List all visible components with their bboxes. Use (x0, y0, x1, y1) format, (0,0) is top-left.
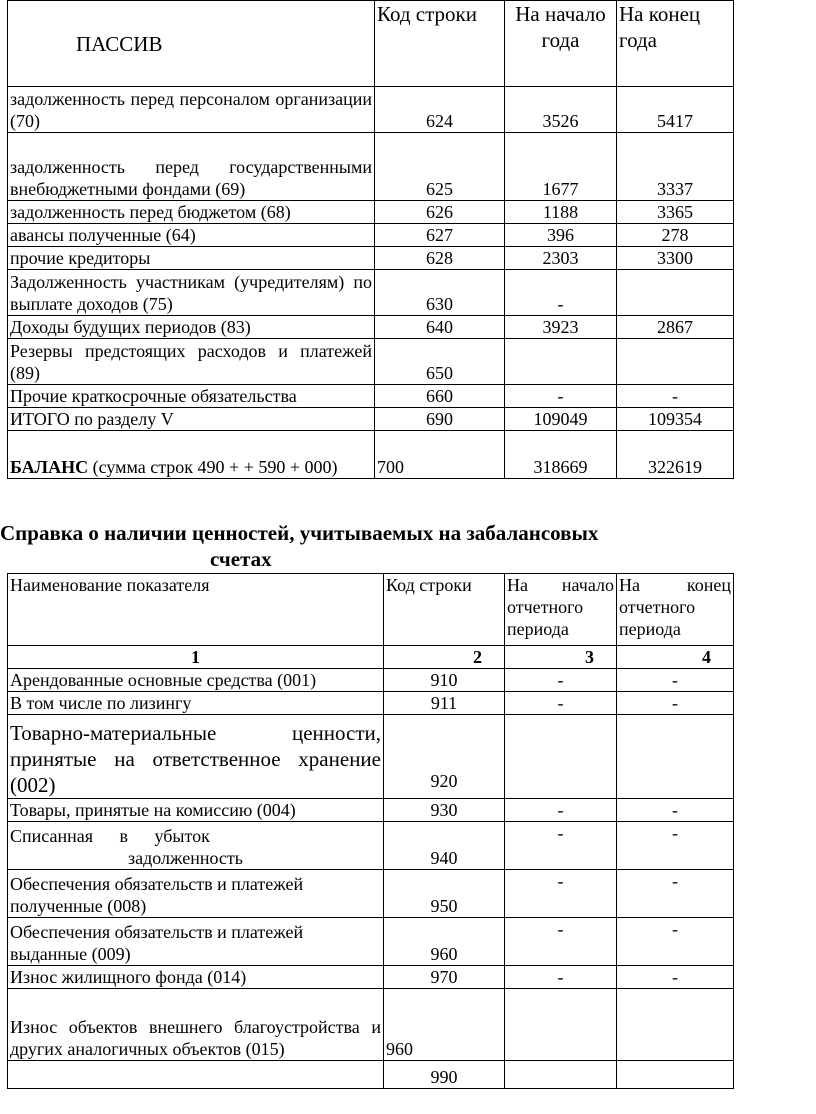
table-row (8, 316, 734, 339)
row-code: 628 (375, 247, 505, 270)
row-end (617, 1061, 734, 1089)
header-liabilities: ПАССИВ (8, 1, 375, 87)
table-row (8, 385, 734, 408)
row-name: задолженность перед персоналом организации (70) (8, 87, 375, 133)
table-row (8, 87, 734, 133)
row-code: 625 (375, 133, 505, 201)
row-start (505, 715, 617, 799)
header-indicator: Наименование показателя (8, 574, 384, 646)
row-code: 690 (375, 408, 505, 431)
table-row (8, 870, 734, 918)
table-row (8, 408, 734, 431)
header-end: На конец года (617, 1, 734, 87)
table-row (8, 247, 734, 270)
row-name: Товарно-материальные ценности, принятые на ответственное хранение (002) (8, 715, 384, 799)
col-number: 4 (617, 646, 734, 669)
row-code: 640 (375, 316, 505, 339)
row-start (505, 989, 617, 1061)
row-code: 950 (384, 870, 505, 918)
row-name: Арендованные основные средства (001) (8, 669, 384, 692)
row-name: Резервы предстоящих расходов и платежей (89) (8, 339, 375, 385)
row-end: 2867 (617, 316, 734, 339)
row-code: 970 (384, 966, 505, 989)
title-line-1: Справка о наличии ценностей, учитываемых на забалансовых (0, 521, 599, 545)
row-end: - (617, 692, 734, 715)
row-end: - (617, 385, 734, 408)
row-name: Износ объектов внешнего благоустройства и других аналогичных объектов (015) (8, 989, 384, 1061)
table-row (8, 270, 734, 316)
row-start: 1188 (505, 201, 617, 224)
row-start: - (505, 692, 617, 715)
table-row (8, 692, 734, 715)
row-start: 1677 (505, 133, 617, 201)
row-start (505, 339, 617, 385)
balance-rest: (сумма строк 490 + + 590 + 000) (88, 457, 338, 477)
header-code: Код строки (384, 574, 505, 646)
row-start: - (505, 799, 617, 822)
title-line-2: счетах (210, 547, 272, 571)
row-start: 3923 (505, 316, 617, 339)
row-code: 940 (384, 822, 505, 870)
row-start (505, 1061, 617, 1089)
table-row (8, 715, 734, 799)
row-code: 930 (384, 799, 505, 822)
balance-start: 318669 (505, 431, 617, 479)
header-start: На начало отчетного периода (505, 574, 617, 646)
row-start: 396 (505, 224, 617, 247)
balance-name (8, 431, 375, 479)
row-end (617, 715, 734, 799)
table-row (8, 799, 734, 822)
table-row (8, 339, 734, 385)
row-start: 109049 (505, 408, 617, 431)
row-name: Износ жилищного фонда (014) (8, 966, 384, 989)
row-end: - (617, 822, 734, 870)
row-start: - (505, 270, 617, 316)
row-name: Доходы будущих периодов (83) (8, 316, 375, 339)
header-start: На начало года (505, 1, 617, 87)
table-header-row (8, 574, 734, 646)
row-start: - (505, 669, 617, 692)
col-number: 2 (384, 646, 505, 669)
table-row (8, 966, 734, 989)
row-start: 2303 (505, 247, 617, 270)
row-end: 109354 (617, 408, 734, 431)
table-row (8, 201, 734, 224)
row-start: 3526 (505, 87, 617, 133)
row-end: - (617, 918, 734, 966)
balance-code: 700 (375, 431, 505, 479)
row-code: 650 (375, 339, 505, 385)
row-start: - (505, 822, 617, 870)
row-name: ИТОГО по разделу V (8, 408, 375, 431)
row-name: Задолженность участникам (учредителям) по выплате доходов (75) (8, 270, 375, 316)
row-name: Прочие краткосрочные обязательства (8, 385, 375, 408)
off-balance-table (7, 573, 734, 1089)
row-end (617, 339, 734, 385)
col-number: 3 (505, 646, 617, 669)
row-end: - (617, 870, 734, 918)
table-row (8, 669, 734, 692)
row-end (617, 270, 734, 316)
table-row (8, 224, 734, 247)
table-row (8, 133, 734, 201)
row-code: 627 (375, 224, 505, 247)
table-row (8, 822, 734, 870)
row-end: 5417 (617, 87, 734, 133)
balance-row (8, 431, 734, 479)
row-code: 960 (384, 918, 505, 966)
table-row (8, 989, 734, 1061)
row-name: Обеспечения обязательств и платежей полученные (008) (8, 870, 384, 918)
row-name: Обеспечения обязательств и платежей выданные (009) (8, 918, 384, 966)
row-code: 910 (384, 669, 505, 692)
table-row (8, 1061, 734, 1089)
row-end: 278 (617, 224, 734, 247)
row-code: 920 (384, 715, 505, 799)
row-end: - (617, 966, 734, 989)
row-end (617, 989, 734, 1061)
row-name-part: Списанная в убыток (10, 826, 210, 846)
liabilities-table (7, 0, 734, 479)
balance-bold: БАЛАНС (10, 457, 89, 477)
row-code: 990 (384, 1061, 505, 1089)
row-name: задолженность перед бюджетом (68) (8, 201, 375, 224)
row-end: 3337 (617, 133, 734, 201)
row-end: - (617, 799, 734, 822)
row-name: В том числе по лизингу (8, 692, 384, 715)
row-start: - (505, 385, 617, 408)
row-name (8, 822, 384, 870)
row-name: авансы полученные (64) (8, 224, 375, 247)
row-name-part: задолженность (128, 848, 243, 868)
row-code: 660 (375, 385, 505, 408)
header-code: Код строки (375, 1, 505, 87)
row-start: - (505, 918, 617, 966)
row-code: 626 (375, 201, 505, 224)
row-name: прочие кредиторы (8, 247, 375, 270)
row-end: 3365 (617, 201, 734, 224)
row-end: - (617, 669, 734, 692)
balance-end: 322619 (617, 431, 734, 479)
row-start: - (505, 966, 617, 989)
row-code: 630 (375, 270, 505, 316)
table-row (8, 918, 734, 966)
row-code: 624 (375, 87, 505, 133)
row-end: 3300 (617, 247, 734, 270)
row-code: 911 (384, 692, 505, 715)
number-row (8, 646, 734, 669)
table-header-row (8, 1, 734, 87)
col-number: 1 (8, 646, 384, 669)
header-end: На конец отчетного периода (617, 574, 734, 646)
row-name (8, 1061, 384, 1089)
row-start: - (505, 870, 617, 918)
row-name: Товары, принятые на комиссию (004) (8, 799, 384, 822)
row-name: задолженность перед государственными внебюджетными фондами (69) (8, 133, 375, 201)
row-code: 960 (384, 989, 505, 1061)
off-balance-title (0, 520, 816, 572)
